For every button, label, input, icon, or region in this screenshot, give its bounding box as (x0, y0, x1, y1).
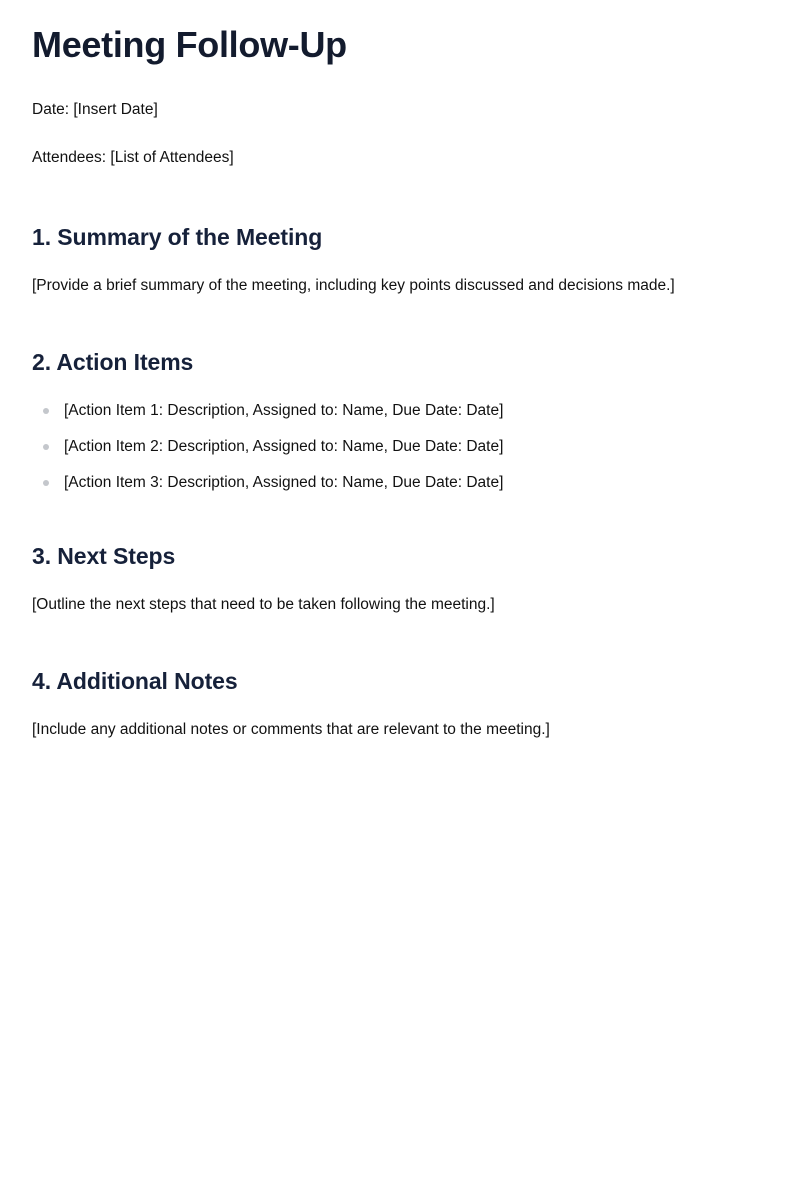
bullet-dot-icon (43, 480, 49, 486)
action-item-text: [Action Item 2: Description, Assigned to: Name, Due Date: Date] (64, 438, 504, 455)
list-item (32, 472, 768, 494)
list-item (32, 400, 768, 422)
additional-notes-heading: 4. Additional Notes (32, 668, 238, 694)
bullet-dot-icon (43, 444, 49, 450)
next-steps-text: [Outline the next steps that need to be taken following the meeting.] (32, 596, 495, 613)
next-steps-heading: 3. Next Steps (32, 543, 176, 569)
additional-notes-text: [Include any additional notes or comments that are relevant to the meeting.] (32, 721, 550, 738)
action-items-list (32, 400, 768, 494)
attendees-line: Attendees: [List of Attendees] (32, 149, 234, 166)
date-line: Date: [Insert Date] (32, 101, 158, 118)
action-item-text: [Action Item 3: Description, Assigned to: Name, Due Date: Date] (64, 474, 504, 491)
summary-heading: 1. Summary of the Meeting (32, 224, 323, 250)
list-item (32, 436, 768, 458)
summary-text: [Provide a brief summary of the meeting, including key points discussed and decisions made.] (32, 277, 675, 294)
action-item-text: [Action Item 1: Description, Assigned to: Name, Due Date: Date] (64, 402, 504, 419)
page-title: Meeting Follow-Up (32, 24, 347, 65)
action-items-heading: 2. Action Items (32, 349, 194, 375)
bullet-dot-icon (43, 408, 49, 414)
